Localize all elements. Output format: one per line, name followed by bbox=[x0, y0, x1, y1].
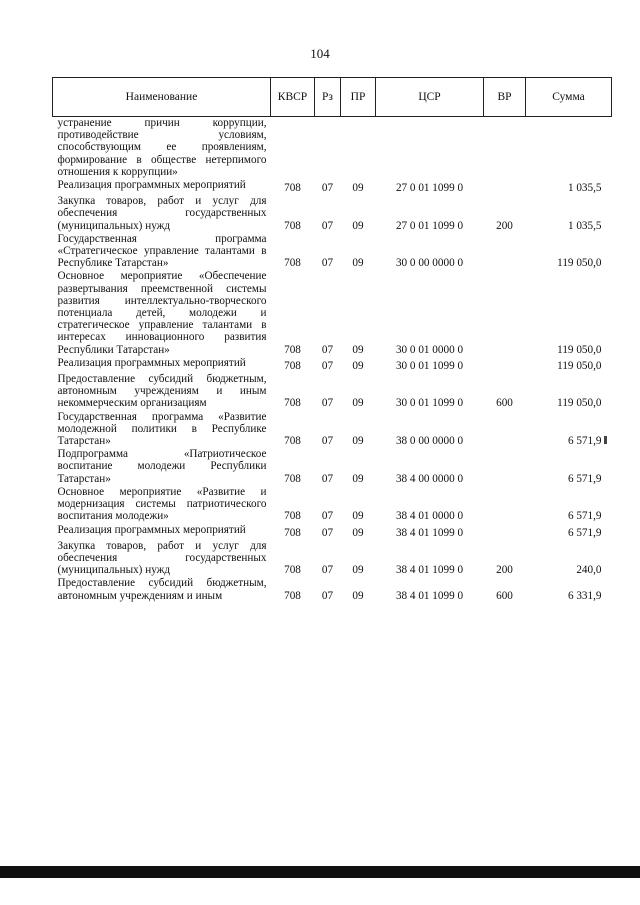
cell-rz: 07 bbox=[321, 472, 334, 485]
cell-kvsr: 708 bbox=[284, 510, 301, 523]
cell-csr bbox=[376, 117, 484, 180]
cell-name: Реализация программных мероприятий bbox=[57, 179, 246, 192]
cell-rz: 07 bbox=[321, 219, 334, 232]
cell-name: Государственная программа «Развитие молодежной политики в Республике Татарстан» bbox=[57, 410, 267, 448]
header-kvsr: КВСР bbox=[271, 78, 315, 117]
cell-kvsr: 708 bbox=[284, 182, 301, 195]
cell-csr: 27 0 01 1099 0 bbox=[395, 219, 464, 232]
cell-vr bbox=[484, 486, 526, 524]
table-row bbox=[53, 195, 612, 233]
cell-name: Государственная программа «Стратегическое управление талантами в Республике Татарстан» bbox=[57, 232, 267, 270]
cell-vr bbox=[484, 357, 526, 373]
cell-rz: 07 bbox=[321, 526, 334, 539]
cell-vr bbox=[484, 524, 526, 540]
cell-pr: 09 bbox=[352, 343, 364, 356]
cell-kvsr: 708 bbox=[284, 564, 301, 577]
table-body bbox=[53, 117, 612, 603]
cell-name: Реализация программных мероприятий bbox=[57, 523, 246, 536]
cell-csr: 30 0 01 0000 0 bbox=[395, 343, 464, 356]
cell-sum: 1 035,5 bbox=[567, 182, 602, 195]
cell-rz: 07 bbox=[321, 589, 334, 602]
cell-csr: 38 4 01 0000 0 bbox=[395, 510, 464, 523]
cell-csr: 38 4 00 0000 0 bbox=[395, 472, 464, 485]
cell-name: Подпрограмма «Патриотическое воспитание молодежи Республики Татарстан» bbox=[57, 448, 267, 485]
cell-pr: 09 bbox=[352, 219, 364, 232]
cell-sum: 240,0 bbox=[576, 564, 602, 577]
page-number: 104 bbox=[310, 46, 330, 61]
cell-rz: 07 bbox=[321, 510, 334, 523]
cell-pr: 09 bbox=[352, 472, 364, 485]
cell-name: Основное мероприятие «Развитие и модернизация системы патриотического воспитания молодежи» bbox=[57, 485, 267, 523]
cell-pr: 09 bbox=[352, 257, 364, 270]
cell-csr: 38 4 01 1099 0 bbox=[395, 564, 464, 577]
cell-vr: 200 bbox=[496, 564, 513, 577]
cell-sum: 119 050,0 bbox=[557, 359, 602, 372]
cell-csr: 27 0 01 1099 0 bbox=[395, 182, 464, 195]
cell-vr bbox=[484, 411, 526, 449]
cell-pr: 09 bbox=[352, 589, 364, 602]
cell-kvsr: 708 bbox=[284, 589, 301, 602]
cell-csr: 30 0 00 0000 0 bbox=[395, 257, 464, 270]
cell-name: Закупка товаров, работ и услуг для обеспечения государственных (муниципальных) нужд bbox=[57, 195, 267, 232]
cell-pr: 09 bbox=[352, 359, 364, 372]
table-row bbox=[53, 117, 612, 180]
cell-kvsr: 708 bbox=[284, 397, 301, 410]
cell-sum: 6 331,9 bbox=[567, 589, 602, 602]
cell-vr: 600 bbox=[496, 397, 513, 410]
cell-pr: 09 bbox=[352, 526, 364, 539]
cell-name: Предоставление субсидий бюджетным, автономным учреждениям и иным bbox=[57, 577, 267, 602]
cell-kvsr: 708 bbox=[284, 526, 301, 539]
cell-rz: 07 bbox=[321, 564, 334, 577]
cell-rz: 07 bbox=[321, 397, 334, 410]
cell-kvsr bbox=[271, 117, 315, 180]
cell-csr: 38 0 00 0000 0 bbox=[395, 435, 464, 448]
cell-vr: 600 bbox=[496, 589, 513, 602]
cell-rz: 07 bbox=[321, 359, 334, 372]
header-name: Наименование bbox=[53, 78, 271, 117]
table-header-row bbox=[53, 78, 612, 117]
cell-vr bbox=[484, 270, 526, 356]
table-row bbox=[53, 179, 612, 195]
table-row bbox=[53, 357, 612, 373]
cell-sum: 6 571,9 bbox=[567, 526, 602, 539]
header-pr: ПР bbox=[341, 78, 376, 117]
cell-pr: 09 bbox=[352, 182, 364, 195]
cell-sum: 6 571,9 bbox=[567, 435, 602, 448]
cell-csr: 30 0 01 1099 0 bbox=[395, 397, 464, 410]
cell-sum: 119 050,0 bbox=[557, 397, 602, 410]
header-rz: Рз bbox=[315, 78, 341, 117]
cell-pr: 09 bbox=[352, 510, 364, 523]
table-row bbox=[53, 540, 612, 578]
cell-vr: 200 bbox=[496, 219, 513, 232]
header-sum: Сумма bbox=[526, 78, 612, 117]
cell-name: Предоставление субсидий бюджетным, автономным учреждениям и иным некоммерческим организациям bbox=[57, 373, 267, 410]
table-row bbox=[53, 577, 612, 602]
cell-kvsr: 708 bbox=[284, 435, 301, 448]
cell-csr: 38 4 01 1099 0 bbox=[395, 526, 464, 539]
cell-rz: 07 bbox=[321, 435, 334, 448]
table-row bbox=[53, 411, 612, 449]
cell-pr: 09 bbox=[352, 397, 364, 410]
cell-pr: 09 bbox=[352, 564, 364, 577]
cell-kvsr: 708 bbox=[284, 219, 301, 232]
cell-kvsr: 708 bbox=[284, 472, 301, 485]
cell-rz bbox=[315, 117, 341, 180]
cell-pr bbox=[341, 117, 376, 180]
cell-sum bbox=[526, 117, 612, 180]
header-csr: ЦСР bbox=[376, 78, 484, 117]
cell-vr bbox=[484, 117, 526, 180]
table-row bbox=[53, 233, 612, 271]
cell-rz: 07 bbox=[321, 257, 334, 270]
cell-name: Основное мероприятие «Обеспечение развертывания преемственной системы развития интеллектуально-творческого потенциала детей, молодежи и стратегическое управление талантами в интересах инновационного развития Республики Татарстан» bbox=[57, 270, 267, 356]
cell-sum: 6 571,9 bbox=[567, 472, 602, 485]
cell-sum: 119 050,0 bbox=[557, 343, 602, 356]
cell-vr bbox=[484, 179, 526, 195]
table-row bbox=[53, 270, 612, 356]
cell-sum: 6 571,9 bbox=[567, 510, 602, 523]
budget-table bbox=[52, 77, 612, 603]
cell-vr bbox=[484, 448, 526, 486]
table-row bbox=[53, 373, 612, 411]
cell-kvsr: 708 bbox=[284, 359, 301, 372]
cell-vr bbox=[484, 233, 526, 271]
cell-kvsr: 708 bbox=[284, 257, 301, 270]
cell-sum: 119 050,0 bbox=[557, 257, 602, 270]
cell-pr: 09 bbox=[352, 435, 364, 448]
table-row bbox=[53, 448, 612, 486]
cell-rz: 07 bbox=[321, 182, 334, 195]
table-row bbox=[53, 486, 612, 524]
cell-sum: 1 035,5 bbox=[567, 219, 602, 232]
header-vr: ВР bbox=[484, 78, 526, 117]
cell-rz: 07 bbox=[321, 343, 334, 356]
scan-border bbox=[0, 866, 640, 878]
cell-kvsr: 708 bbox=[284, 343, 301, 356]
cell-csr: 30 0 01 1099 0 bbox=[395, 359, 464, 372]
cell-name: Реализация программных мероприятий bbox=[57, 356, 246, 369]
cell-name: Закупка товаров, работ и услуг для обеспечения государственных (муниципальных) нужд bbox=[57, 539, 267, 577]
cell-csr: 38 4 01 1099 0 bbox=[395, 589, 464, 602]
table-row bbox=[53, 524, 612, 540]
scan-speck bbox=[604, 436, 607, 444]
cell-name: устранение причин коррупции, противодействие условиям, способствующим ее проявлениям, формирование в обществе нетерпимого отношения к коррупции» bbox=[57, 117, 267, 178]
